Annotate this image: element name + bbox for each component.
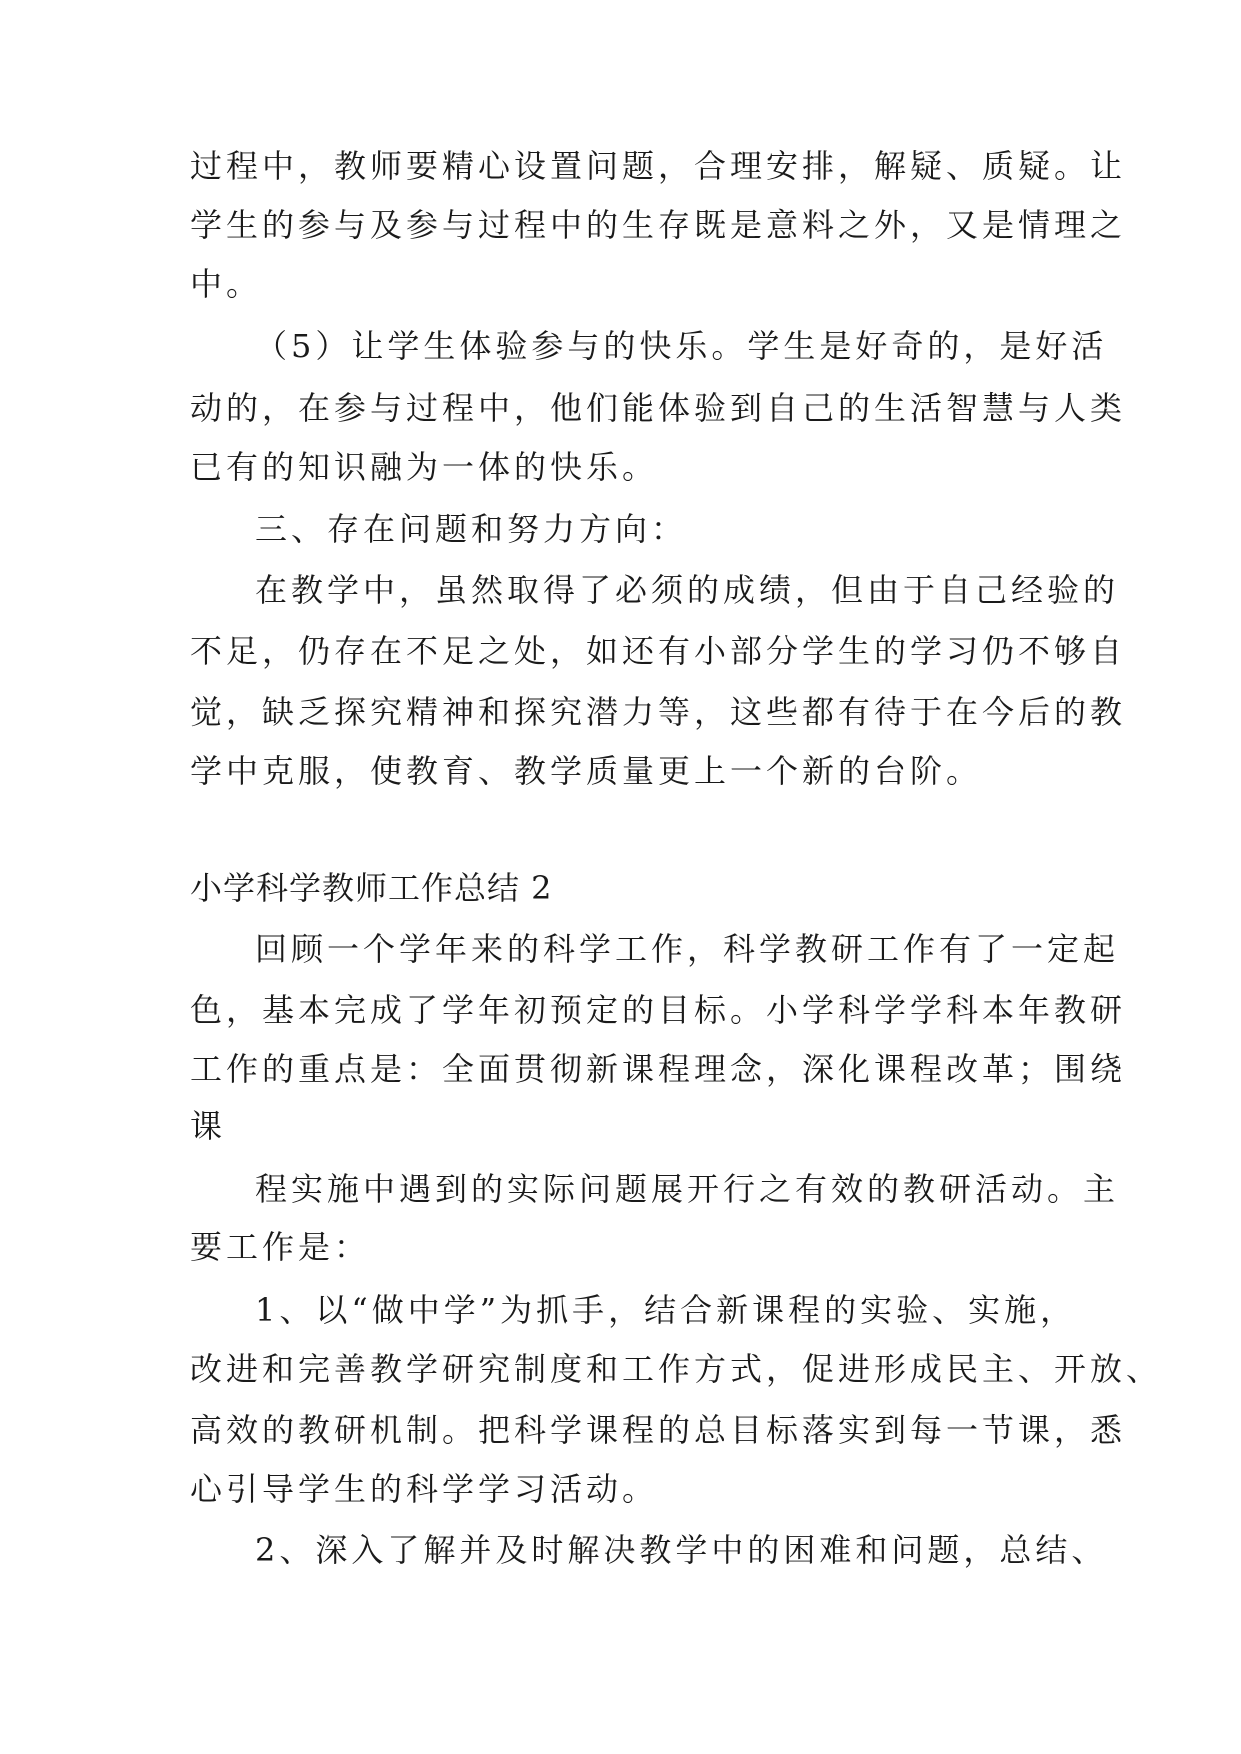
text-line: 学生的参与及参与过程中的生存既是意料之外，又是情理之 <box>190 206 1127 244</box>
text-line: 课 <box>190 1107 227 1145</box>
text-line: 要工作是： <box>190 1228 371 1266</box>
text-line: 中。 <box>190 265 263 303</box>
text-line: 高效的教研机制。把科学课程的总目标落实到每一节课，悉 <box>190 1411 1127 1449</box>
text-line: 色，基本完成了学年初预定的目标。小学科学学科本年教研 <box>190 991 1127 1029</box>
text-line: 在教学中，虽然取得了必须的成绩，但由于自己经验的 <box>255 571 1120 609</box>
text-line: 觉，缺乏探究精神和探究潜力等，这些都有待于在今后的教 <box>190 693 1127 731</box>
text-line: 已有的知识融为一体的快乐。 <box>190 448 659 486</box>
section-heading: 三、存在问题和努力方向： <box>255 510 688 548</box>
text-line: 1、以“做中学”为抓手，结合新课程的实验、实施， <box>255 1291 1077 1329</box>
text-line: 2、深入了解并及时解决教学中的困难和问题，总结、 <box>255 1531 1108 1569</box>
text-line: 回顾一个学年来的科学工作，科学教研工作有了一定起 <box>255 930 1120 968</box>
text-line: 学中克服，使教育、教学质量更上一个新的台阶。 <box>190 752 983 790</box>
text-line: 程实施中遇到的实际问题展开行之有效的教研活动。主 <box>255 1170 1120 1208</box>
text-line: 不足，仍存在不足之处，如还有小部分学生的学习仍不够自 <box>190 632 1127 670</box>
document-title: 小学科学教师工作总结 2 <box>190 869 553 907</box>
text-line: 工作的重点是：全面贯彻新课程理念，深化课程改革；围绕 <box>190 1050 1127 1088</box>
text-line: 改进和完善教学研究制度和工作方式，促进形成民主、开放、 <box>190 1350 1163 1388</box>
text-line: 心引导学生的科学学习活动。 <box>190 1470 659 1508</box>
text-line: 过程中，教师要精心设置问题，合理安排，解疑、质疑。让 <box>190 147 1127 185</box>
text-line: （5）让学生体验参与的快乐。学生是好奇的，是好活 <box>255 327 1108 365</box>
text-line: 动的，在参与过程中，他们能体验到自己的生活智慧与人类 <box>190 389 1127 427</box>
